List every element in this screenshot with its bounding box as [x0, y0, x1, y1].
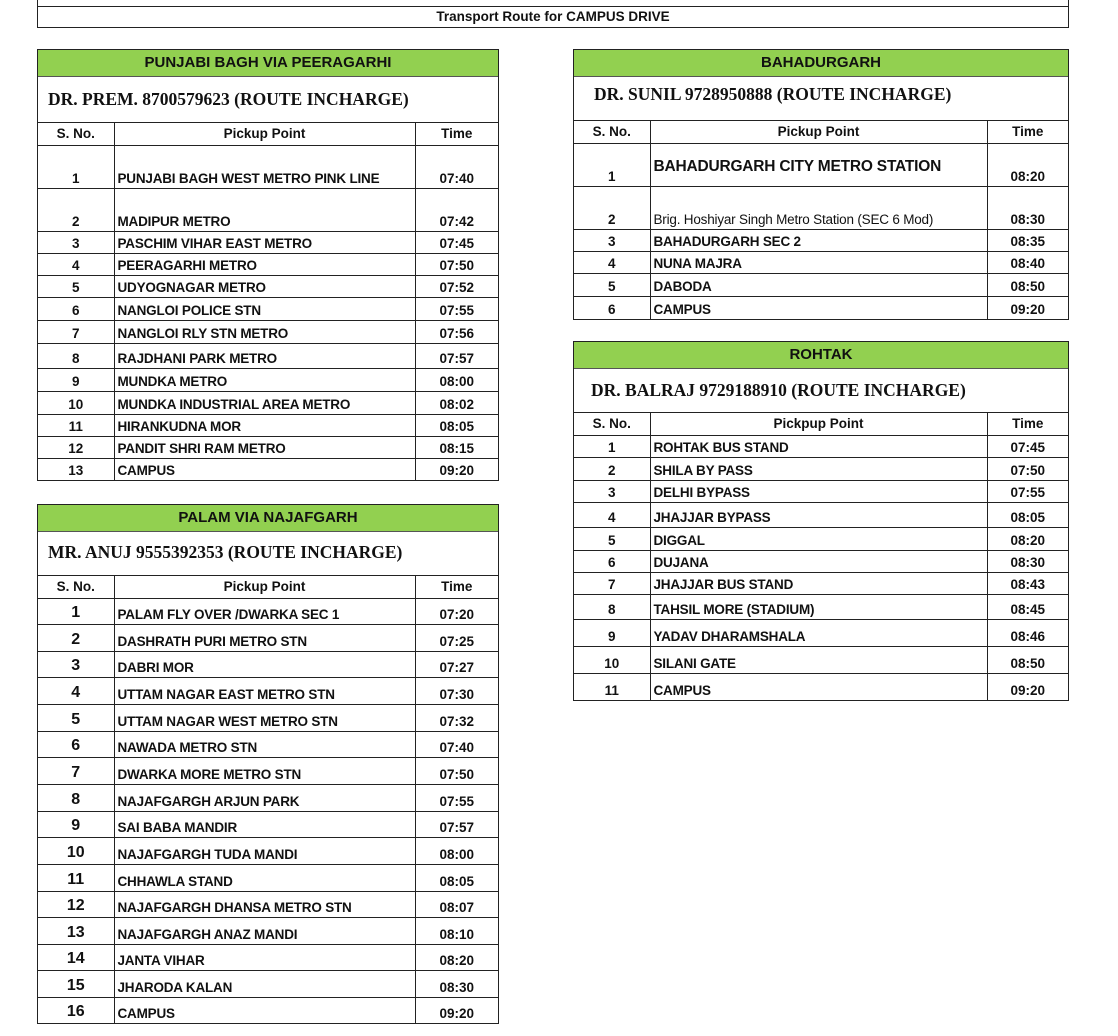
- row-pickup-point: NANGLOI POLICE STN: [114, 297, 415, 320]
- row-time: 07:45: [987, 435, 1068, 457]
- row-pickup-point: SILANI GATE: [650, 646, 987, 673]
- table-row: [38, 391, 498, 414]
- row-pickup-point: UTTAM NAGAR WEST METRO STN: [114, 704, 415, 731]
- row-time: 07:52: [415, 275, 498, 297]
- row-time: 07:40: [415, 731, 498, 757]
- row-pickup-point: PANDIT SHRI RAM METRO: [114, 436, 415, 458]
- row-sno: 5: [38, 704, 114, 731]
- table-row: [38, 970, 498, 997]
- row-sno: 13: [38, 458, 114, 480]
- row-sno: 9: [38, 368, 114, 391]
- table-row: [38, 297, 498, 320]
- table-row: [38, 731, 498, 757]
- table-row: [574, 673, 1068, 700]
- table-row: [574, 502, 1068, 527]
- row-pickup-point: NAJAFGARGH ARJUN PARK: [114, 784, 415, 811]
- row-sno: 10: [38, 837, 114, 864]
- row-time: 07:56: [415, 320, 498, 343]
- row-time: 08:50: [987, 273, 1068, 296]
- row-pickup-point: YADAV DHARAMSHALA: [650, 619, 987, 646]
- table-row: [38, 275, 498, 297]
- row-pickup-point: NAJAFGARGH ANAZ MANDI: [114, 917, 415, 944]
- row-time: 09:20: [987, 673, 1068, 700]
- table-row: [574, 251, 1068, 273]
- row-sno: 15: [38, 970, 114, 997]
- row-sno: 4: [574, 251, 650, 273]
- table-row: [38, 784, 498, 811]
- row-sno: 10: [38, 391, 114, 414]
- row-sno: 4: [574, 502, 650, 527]
- row-sno: 11: [38, 414, 114, 436]
- row-time: 07:25: [415, 624, 498, 651]
- route-bahadurgarh: [573, 49, 1069, 320]
- table-row: [38, 811, 498, 837]
- row-sno: 4: [38, 253, 114, 275]
- row-pickup-point: DWARKA MORE METRO STN: [114, 757, 415, 784]
- row-time: 08:00: [415, 368, 498, 391]
- row-time: 07:45: [415, 231, 498, 253]
- row-time: 08:30: [987, 550, 1068, 572]
- row-pickup-point: BAHADURGARH SEC 2: [650, 229, 987, 251]
- table-row: [574, 527, 1068, 550]
- row-pickup-point: PALAM FLY OVER /DWARKA SEC 1: [114, 598, 415, 624]
- col-header-point: Pickup Point: [114, 123, 415, 145]
- row-sno: 3: [574, 480, 650, 502]
- row-pickup-point: UDYOGNAGAR METRO: [114, 275, 415, 297]
- page-title: Transport Route for CAMPUS DRIVE: [37, 6, 1069, 28]
- row-pickup-point: CAMPUS: [650, 673, 987, 700]
- row-time: 08:05: [415, 414, 498, 436]
- table-row: [38, 145, 498, 188]
- route-title: PUNJABI BAGH VIA PEERAGARHI: [38, 50, 498, 77]
- table-row: [574, 550, 1068, 572]
- col-header-sno: S. No.: [574, 413, 650, 435]
- table-row: [38, 458, 498, 480]
- row-pickup-point: DABRI MOR: [114, 651, 415, 677]
- row-time: 08:20: [987, 143, 1068, 186]
- row-sno: 1: [38, 145, 114, 188]
- row-time: 07:55: [415, 297, 498, 320]
- route-title: ROHTAK: [574, 342, 1068, 369]
- row-sno: 6: [38, 731, 114, 757]
- table-row: [38, 320, 498, 343]
- row-pickup-point: DIGGAL: [650, 527, 987, 550]
- row-time: 08:15: [415, 436, 498, 458]
- table-row: [38, 188, 498, 231]
- route-table: [574, 413, 1068, 700]
- row-pickup-point: JHAJJAR BUS STAND: [650, 572, 987, 594]
- col-header-point: Pickup Point: [114, 576, 415, 598]
- table-row: [38, 436, 498, 458]
- table-row: [574, 296, 1068, 319]
- row-time: 07:20: [415, 598, 498, 624]
- row-time: 08:46: [987, 619, 1068, 646]
- table-row: [38, 651, 498, 677]
- row-sno: 13: [38, 917, 114, 944]
- row-pickup-point: ROHTAK BUS STAND: [650, 435, 987, 457]
- row-sno: 10: [574, 646, 650, 673]
- route-incharge: DR. BALRAJ 9729188910 (ROUTE INCHARGE): [574, 369, 1068, 413]
- table-row: [38, 997, 498, 1023]
- row-sno: 8: [574, 594, 650, 619]
- row-pickup-point: Brig. Hoshiyar Singh Metro Station (SEC 6 Mod): [650, 186, 987, 229]
- row-pickup-point: NUNA MAJRA: [650, 251, 987, 273]
- row-time: 09:20: [415, 997, 498, 1023]
- row-sno: 3: [38, 651, 114, 677]
- row-time: 08:00: [415, 837, 498, 864]
- row-pickup-point: HIRANKUDNA MOR: [114, 414, 415, 436]
- col-header-time: Time: [415, 123, 498, 145]
- row-sno: 14: [38, 944, 114, 970]
- row-pickup-point: JHAJJAR BYPASS: [650, 502, 987, 527]
- table-row: [38, 757, 498, 784]
- row-pickup-point: NAJAFGARGH DHANSA METRO STN: [114, 891, 415, 917]
- row-sno: 3: [574, 229, 650, 251]
- row-pickup-point: RAJDHANI PARK METRO: [114, 343, 415, 368]
- route-title: PALAM VIA NAJAFGARH: [38, 505, 498, 532]
- row-sno: 16: [38, 997, 114, 1023]
- table-row: [574, 480, 1068, 502]
- row-sno: 9: [38, 811, 114, 837]
- row-sno: 3: [38, 231, 114, 253]
- row-time: 08:05: [987, 502, 1068, 527]
- row-pickup-point: DABODA: [650, 273, 987, 296]
- row-sno: 1: [574, 435, 650, 457]
- row-pickup-point: MADIPUR METRO: [114, 188, 415, 231]
- row-pickup-point: PASCHIM VIHAR EAST METRO: [114, 231, 415, 253]
- table-row: [38, 891, 498, 917]
- row-time: 07:50: [415, 757, 498, 784]
- row-sno: 1: [38, 598, 114, 624]
- row-time: 07:50: [415, 253, 498, 275]
- col-header-point: Pickpup Point: [650, 413, 987, 435]
- row-sno: 2: [574, 186, 650, 229]
- table-row: [38, 231, 498, 253]
- row-pickup-point: JHARODA KALAN: [114, 970, 415, 997]
- row-time: 08:20: [987, 527, 1068, 550]
- table-row: [574, 646, 1068, 673]
- row-sno: 12: [38, 891, 114, 917]
- col-header-time: Time: [987, 121, 1068, 143]
- row-pickup-point: MUNDKA INDUSTRIAL AREA METRO: [114, 391, 415, 414]
- row-pickup-point: CAMPUS: [114, 458, 415, 480]
- row-sno: 2: [38, 624, 114, 651]
- row-sno: 4: [38, 677, 114, 704]
- table-row: [574, 229, 1068, 251]
- row-sno: 5: [574, 527, 650, 550]
- row-time: 08:40: [987, 251, 1068, 273]
- col-header-sno: S. No.: [574, 121, 650, 143]
- row-time: 09:20: [415, 458, 498, 480]
- row-sno: 7: [38, 320, 114, 343]
- row-pickup-point: NAWADA METRO STN: [114, 731, 415, 757]
- row-pickup-point: DASHRATH PURI METRO STN: [114, 624, 415, 651]
- row-pickup-point: DUJANA: [650, 550, 987, 572]
- route-punjabi-bagh: [37, 49, 499, 481]
- row-sno: 11: [38, 864, 114, 891]
- table-row: [38, 864, 498, 891]
- table-row: [38, 677, 498, 704]
- col-header-point: Pickup Point: [650, 121, 987, 143]
- row-pickup-point: JANTA VIHAR: [114, 944, 415, 970]
- row-sno: 6: [574, 550, 650, 572]
- row-sno: 7: [574, 572, 650, 594]
- col-header-time: Time: [415, 576, 498, 598]
- row-pickup-point: DELHI BYPASS: [650, 480, 987, 502]
- table-row: [574, 594, 1068, 619]
- row-time: 07:50: [987, 457, 1068, 480]
- route-incharge: DR. SUNIL 9728950888 (ROUTE INCHARGE): [574, 77, 1068, 121]
- row-time: 08:50: [987, 646, 1068, 673]
- table-row: [574, 457, 1068, 480]
- row-time: 08:07: [415, 891, 498, 917]
- table-row: [38, 343, 498, 368]
- table-row: [38, 917, 498, 944]
- table-row: [574, 143, 1068, 186]
- row-sno: 5: [574, 273, 650, 296]
- row-pickup-point: MUNDKA METRO: [114, 368, 415, 391]
- row-pickup-point: CAMPUS: [650, 296, 987, 319]
- table-row: [38, 944, 498, 970]
- row-time: 07:32: [415, 704, 498, 731]
- row-sno: 9: [574, 619, 650, 646]
- table-row: [38, 253, 498, 275]
- row-time: 08:30: [987, 186, 1068, 229]
- table-row: [574, 273, 1068, 296]
- row-pickup-point: PUNJABI BAGH WEST METRO PINK LINE: [114, 145, 415, 188]
- route-incharge: DR. PREM. 8700579623 (ROUTE INCHARGE): [38, 77, 498, 123]
- row-time: 07:55: [415, 784, 498, 811]
- row-sno: 11: [574, 673, 650, 700]
- route-incharge: MR. ANUJ 9555392353 (ROUTE INCHARGE): [38, 532, 498, 576]
- table-row: [38, 598, 498, 624]
- row-time: 08:43: [987, 572, 1068, 594]
- row-pickup-point: SHILA BY PASS: [650, 457, 987, 480]
- row-sno: 7: [38, 757, 114, 784]
- row-time: 07:30: [415, 677, 498, 704]
- row-time: 08:10: [415, 917, 498, 944]
- route-table: [574, 121, 1068, 319]
- route-rohtak: [573, 341, 1069, 701]
- row-sno: 8: [38, 784, 114, 811]
- row-time: 08:20: [415, 944, 498, 970]
- table-row: [574, 186, 1068, 229]
- table-row: [38, 704, 498, 731]
- row-pickup-point: SAI BABA MANDIR: [114, 811, 415, 837]
- row-time: 08:05: [415, 864, 498, 891]
- table-row: [38, 414, 498, 436]
- row-time: 08:30: [415, 970, 498, 997]
- row-sno: 6: [574, 296, 650, 319]
- route-title: BAHADURGARH: [574, 50, 1068, 77]
- row-time: 07:40: [415, 145, 498, 188]
- row-pickup-point: TAHSIL MORE (STADIUM): [650, 594, 987, 619]
- row-time: 07:55: [987, 480, 1068, 502]
- row-time: 08:45: [987, 594, 1068, 619]
- route-table: [38, 576, 498, 1023]
- row-pickup-point: BAHADURGARH CITY METRO STATION: [650, 143, 987, 186]
- row-time: 07:42: [415, 188, 498, 231]
- row-pickup-point: CHHAWLA STAND: [114, 864, 415, 891]
- row-sno: 6: [38, 297, 114, 320]
- row-time: 07:57: [415, 811, 498, 837]
- row-time: 09:20: [987, 296, 1068, 319]
- row-pickup-point: CAMPUS: [114, 997, 415, 1023]
- row-sno: 8: [38, 343, 114, 368]
- col-header-sno: S. No.: [38, 576, 114, 598]
- row-sno: 5: [38, 275, 114, 297]
- row-time: 08:35: [987, 229, 1068, 251]
- route-table: [38, 123, 498, 480]
- table-row: [574, 619, 1068, 646]
- row-pickup-point: UTTAM NAGAR EAST METRO STN: [114, 677, 415, 704]
- row-pickup-point: NANGLOI RLY STN METRO: [114, 320, 415, 343]
- row-time: 07:27: [415, 651, 498, 677]
- row-pickup-point: NAJAFGARGH TUDA MANDI: [114, 837, 415, 864]
- route-palam: [37, 504, 499, 1024]
- row-sno: 1: [574, 143, 650, 186]
- row-sno: 12: [38, 436, 114, 458]
- table-row: [574, 435, 1068, 457]
- table-row: [574, 572, 1068, 594]
- col-header-sno: S. No.: [38, 123, 114, 145]
- row-pickup-point: PEERAGARHI METRO: [114, 253, 415, 275]
- table-row: [38, 837, 498, 864]
- row-time: 07:57: [415, 343, 498, 368]
- col-header-time: Time: [987, 413, 1068, 435]
- row-sno: 2: [574, 457, 650, 480]
- row-sno: 2: [38, 188, 114, 231]
- row-time: 08:02: [415, 391, 498, 414]
- table-row: [38, 624, 498, 651]
- table-row: [38, 368, 498, 391]
